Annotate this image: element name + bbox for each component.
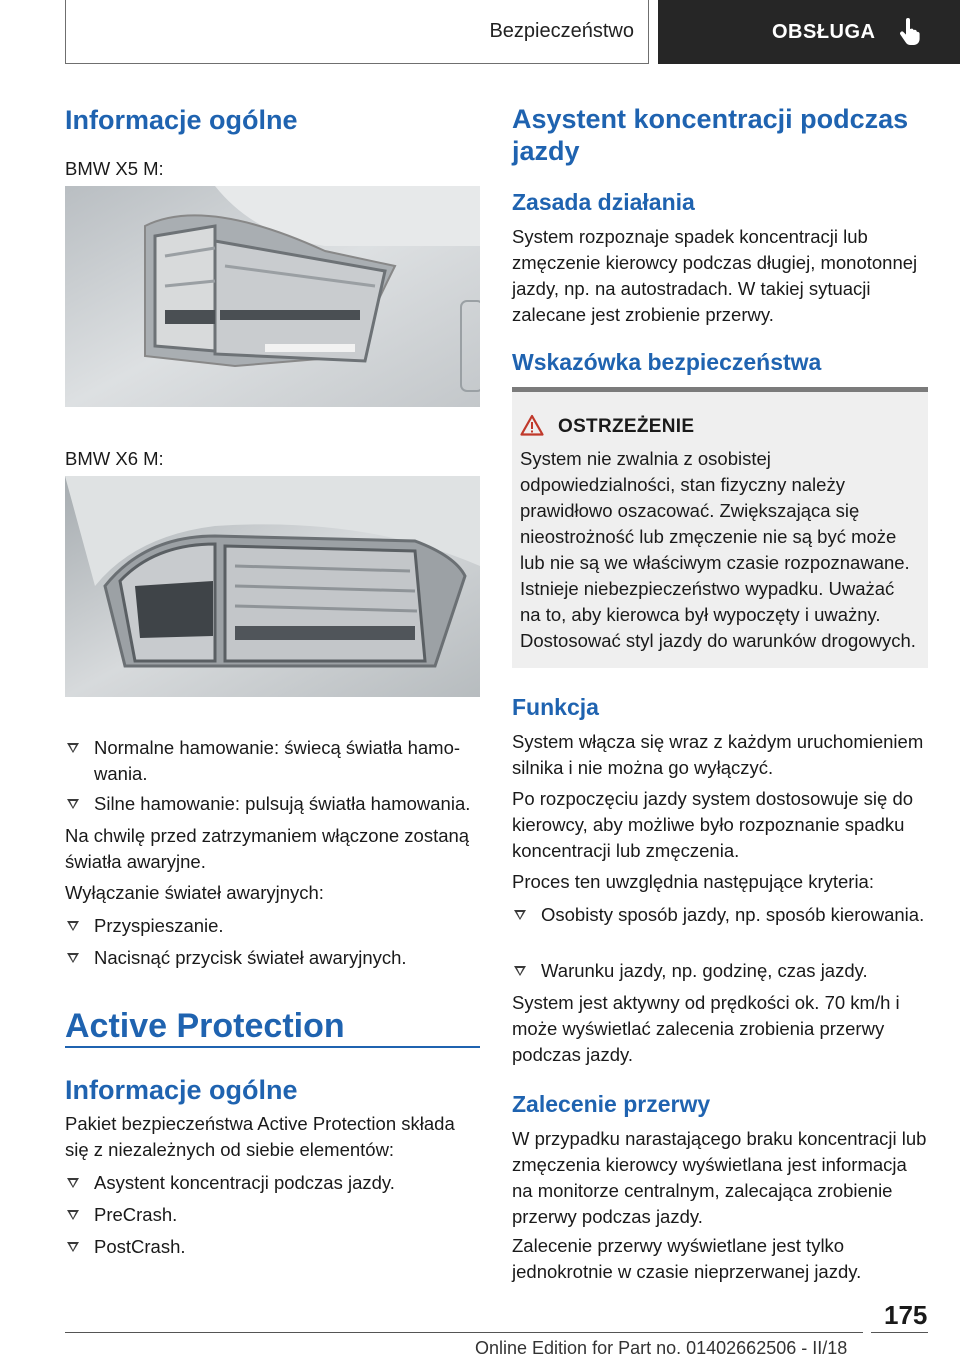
list-item: Warunku jazdy, np. godzinę, czas jazdy. [512,958,928,984]
triangle-bullet-icon [514,910,526,920]
function-text-2: Po rozpoczęciu jazdy system dostosowuje się do kierowcy, aby możliwe było rozpoznanie spadku koncentracji lub zmęczenia. [512,788,914,861]
triangle-bullet-icon [67,799,79,809]
break-text-1: W przypadku narastającego braku koncentracji lub zmęczenia kierowcy wyświetlana jest informacja na monitorze centralnym, zalecająca zrobienie przerwy podczas jazdy. [512,1128,927,1227]
principle-heading: Zasada działania [512,189,695,215]
function-heading: Funkcja [512,694,599,720]
triangle-bullet-icon [67,1178,79,1188]
active-text: System jest aktywny od prędkości ok. 70 km/h i może wyświetlać zalecenia zrobienia przerwy podczas jazdy. [512,992,900,1065]
x5-label: BMW X5 M: [65,158,164,179]
x6-taillight-image [65,476,480,697]
list-item: PostCrash. [65,1234,480,1260]
warning-text: System nie zwalnia z osobistej odpowiedzialności, stan fizyczny należy prawidłowo oszacować. Zwiększająca się nieostrożność lub zmęczenie nie są być może lub nie są we właściwym czasie rozpoznawane. Istnieje niebezpieczeństwo wypadku. Uważać na to, aby kierowca był wypoczęty i uważny. Dostosować styl jazdy do warunków drogowych. [520,448,916,651]
list-item: Normalne hamowanie: świecą światła hamo- wania. [65,735,480,787]
page-number: 175 [884,1300,928,1330]
list-item: Asystent koncentracji podczas jazdy. [65,1170,480,1196]
break-heading: Zalecenie przerwy [512,1091,711,1117]
section-tab [65,0,649,64]
triangle-bullet-icon [67,743,79,753]
footer-rule [65,1332,863,1333]
general-info-heading: Informacje ogólne [65,105,298,135]
x6-label: BMW X6 M: [65,448,164,469]
warning-title: OSTRZEŻENIE [558,416,695,437]
hand-pointer-icon [898,18,920,46]
warning-triangle-icon [520,414,544,436]
footer-edition: Online Edition for Part no. 01402662506 - II/18 [475,1338,848,1358]
list-item: PreCrash. [65,1202,480,1228]
principle-text: System rozpoznaje spadek koncentracji lub zmęczenie kierowcy podczas długiej, monotonnej jazdy, np. na autostradach. W takiej sytuacji zalecane jest zrobienie przerwy. [512,226,918,325]
break-text-2: Zalecenie przerwy wyświetlane jest tylko jednokrotnie w czasie nieprzerwanej jazdy. [512,1235,862,1282]
triangle-bullet-icon [67,921,79,931]
criteria-label: Proces ten uwzględnia następujące kryteria: [512,871,874,892]
chapter-tab [658,0,960,64]
list-item: Nacisnąć przycisk świateł awaryjnych. [65,945,480,971]
hazard-off-label: Wyłączanie świateł awaryjnych: [65,882,324,903]
x5-taillight-image [65,186,480,407]
ap-text: Pakiet bezpieczeństwa Active Protection składa się z niezależnych od siebie elementów: [65,1113,455,1160]
triangle-bullet-icon [514,966,526,976]
assistant-title: Asystent koncentracji podczas jazdy [512,104,909,166]
triangle-bullet-icon [67,1210,79,1220]
footer-rule-right [871,1332,928,1333]
list-item: Przyspieszanie. [65,913,480,939]
active-protection-title: Active Protection [65,1007,345,1045]
stop-text: Na chwilę przed zatrzymaniem włączone zostaną światła awaryjne. [65,825,470,872]
chapter-title: OBSŁUGA [772,20,876,43]
safety-heading: Wskazówka bezpieczeństwa [512,349,822,375]
section-title: Bezpieczeństwo [489,20,634,42]
section-rule [65,1046,480,1048]
list-item: Osobisty sposób jazdy, np. sposób kierowania. [512,902,928,928]
triangle-bullet-icon [67,953,79,963]
triangle-bullet-icon [67,1242,79,1252]
list-item: Silne hamowanie: pulsują światła hamowania. [65,791,480,817]
function-text-1: System włącza się wraz z każdym uruchomieniem silnika i nie można go wyłączyć. [512,731,924,778]
ap-general-heading: Informacje ogólne [65,1075,298,1105]
